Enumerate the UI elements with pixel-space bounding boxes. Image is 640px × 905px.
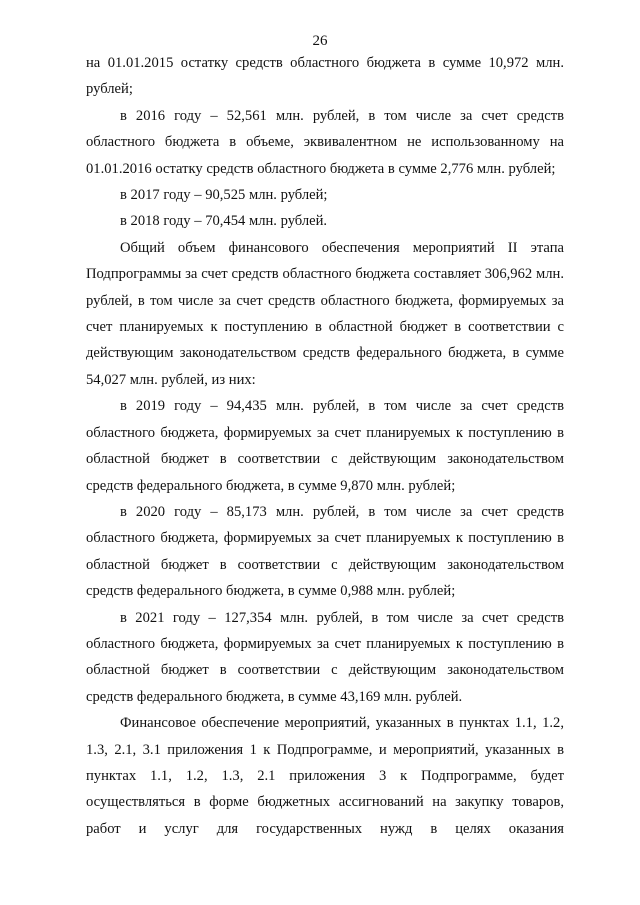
document-body bbox=[86, 50, 564, 842]
paragraph-2019: в 2019 году – 94,435 млн. рублей, в том числе за счет средств областного бюджета, формируемых за счет планируемых к поступлению в областной бюджет в соответствии с действующим законодательством средств федерального бюджета, в сумме 9,870 млн. рублей; bbox=[86, 398, 564, 494]
paragraph-2021: в 2021 году – 127,354 млн. рублей, в том числе за счет средств областного бюджета, формируемых за счет планируемых к поступлению в областной бюджет в соответствии с действующим законодательством средств федерального бюджета, в сумме 43,169 млн. рублей. bbox=[86, 609, 564, 705]
page-number: 26 bbox=[312, 33, 328, 49]
paragraph-financing-form: Финансовое обеспечение мероприятий, указанных в пунктах 1.1, 1.2, 1.3, 2.1, 3.1 приложения 1 к Подпрограмме, и мероприятий, указанных в пунктах 1.1, 1.2, 1.3, 2.1 приложения 3 к Подпрограмме, будет осуществляться в форме бюджетных ассигнований на закупку товаров, работ и услуг для государственных нужд в целях оказания bbox=[86, 715, 564, 837]
paragraph-2017: в 2017 году – 90,525 млн. рублей; bbox=[120, 187, 328, 204]
paragraph-2018: в 2018 году – 70,454 млн. рублей. bbox=[120, 213, 328, 230]
paragraph-2020: в 2020 году – 85,173 млн. рублей, в том числе за счет средств областного бюджета, формируемых за счет планируемых к поступлению в областной бюджет в соответствии с действующим законодательством средств федерального бюджета, в сумме 0,988 млн. рублей; bbox=[86, 503, 564, 600]
paragraph-continuation: на 01.01.2015 остатку средств областного бюджета в сумме 10,972 млн. рублей; bbox=[86, 55, 564, 98]
paragraph-stage-two-total: Общий объем финансового обеспечения мероприятий II этапа Подпрограммы за счет средств областного бюджета составляет 306,962 млн. рублей, в том числе за счет средств областного бюджета, формируемых за счет планируемых к поступлению в областной бюджет в соответствии с действующим законодательством средств федерального бюджета, в сумме 54,027 млн. рублей, из них: bbox=[86, 239, 564, 388]
paragraph-2016: в 2016 году – 52,561 млн. рублей, в том числе за счет средств областного бюджета в объеме, эквивалентном не использованному на 01.01.2016 остатку средств областного бюджета в сумме 2,776 млн. рублей; bbox=[86, 107, 564, 177]
